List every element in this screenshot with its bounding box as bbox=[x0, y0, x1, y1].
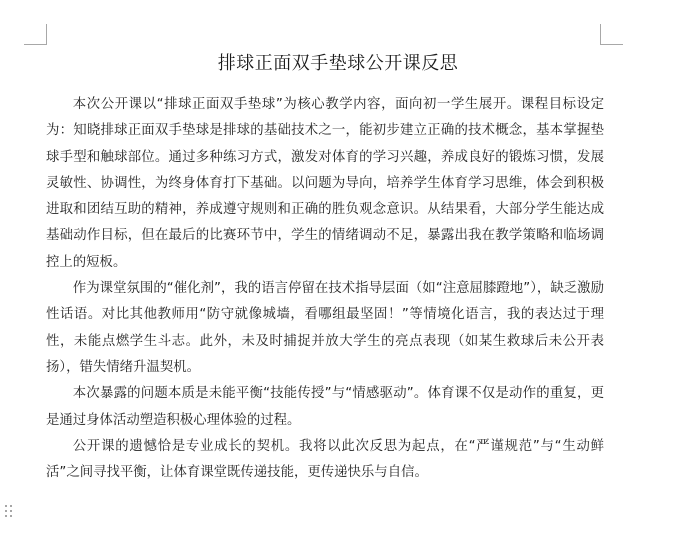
document-body[interactable] bbox=[46, 92, 604, 486]
paragraph-3[interactable]: 本次暴露的问题本质是未能平衡“技能传授”与“情感驱动”。体育课不仅是动作的重复，更是通过身体活动塑造积极心理体验的过程。 bbox=[46, 386, 604, 428]
drag-handle-icon[interactable] bbox=[5, 505, 15, 519]
paragraph-1[interactable]: 本次公开课以“排球正面双手垫球”为核心教学内容，面向初一学生展开。课程目标设定为：知晓排球正面双手垫球是排球的基础技术之一，能初步建立正确的技术概念，基本掌握垫球手型和触球部位。通过多种练习方式，激发对体育的学习兴趣，养成良好的锻炼习惯，发展灵敏性、协调性，为终身体育打下基础。以问题为导向，培养学生体育学习思维，体会到积极进取和团结互助的精神，养成遵守规则和正确的胜负观念意识。从结果看，大部分学生能达成基础动作目标，但在最后的比赛环节中，学生的情绪调动不足，暴露出我在教学策略和临场调控上的短板。 bbox=[46, 97, 604, 270]
top-right-crop-mark bbox=[600, 24, 623, 45]
paragraph-4[interactable]: 公开课的遗憾恰是专业成长的契机。我将以此次反思为起点，在“严谨规范”与“生动鲜活”之间寻找平衡，让体育课堂既传递技能，更传递快乐与自信。 bbox=[46, 438, 604, 481]
document-title[interactable]: 排球正面双手垫球公开课反思 bbox=[217, 53, 459, 74]
top-left-crop-mark bbox=[24, 24, 47, 45]
paragraph-2[interactable]: 作为课堂氛围的“催化剂”，我的语言停留在技术指导层面（如“注意屈膝蹬地”），缺乏激励性话语。对比其他教师用“防守就像城墙，看哪组最坚固！”等情境化语言，我的表达过于理性，未能点燃学生斗志。此外，未及时捕捉并放大学生的亮点表现（如某生救球后未公开表扬），错失情绪升温契机。 bbox=[46, 281, 604, 375]
